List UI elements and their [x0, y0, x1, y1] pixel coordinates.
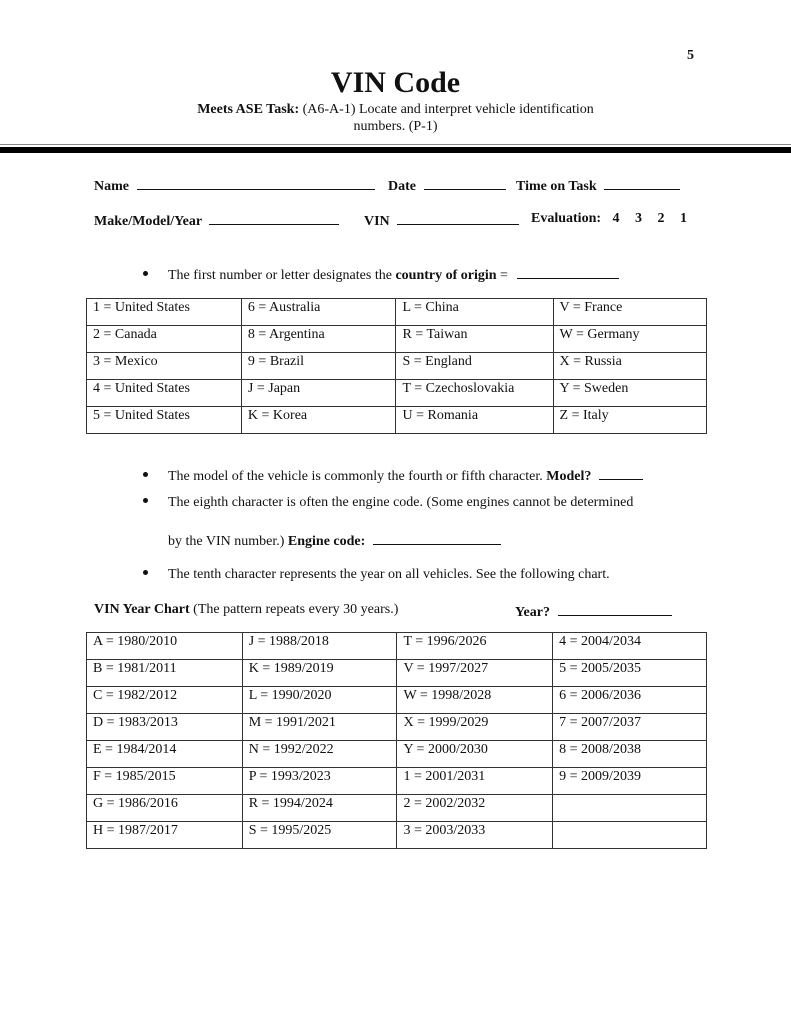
bullet-icon	[143, 472, 148, 477]
page-number: 5	[687, 48, 694, 63]
table-cell: R = Taiwan	[396, 326, 553, 353]
table-cell: C = 1982/2012	[87, 687, 243, 714]
vin-year-table	[86, 632, 707, 849]
table-cell: K = 1989/2019	[242, 660, 397, 687]
table-cell: 2 = 2002/2032	[397, 795, 553, 822]
table-cell: K = Korea	[241, 407, 396, 434]
table-cell: R = 1994/2024	[242, 795, 397, 822]
table-row	[87, 795, 707, 822]
model-bullet	[143, 465, 643, 486]
time-on-task-field	[516, 175, 680, 196]
table-cell: E = 1984/2014	[87, 741, 243, 768]
evaluation-option-1[interactable]: 1	[680, 211, 688, 226]
model-input-line[interactable]	[599, 465, 643, 480]
evaluation-label: Evaluation:	[531, 211, 602, 226]
bullet-icon	[143, 570, 148, 575]
year-bullet	[143, 566, 610, 584]
table-cell: V = 1997/2027	[397, 660, 553, 687]
table-cell: J = Japan	[241, 380, 396, 407]
ase-task-text-1: (A6-A-1) Locate and interpret vehicle identification	[302, 102, 594, 117]
make-model-year-label: Make/Model/Year	[94, 214, 202, 229]
make-model-year-input-line[interactable]	[209, 210, 339, 225]
year-input-line[interactable]	[558, 601, 672, 616]
table-cell: H = 1987/2017	[87, 822, 243, 849]
page-title: VIN Code	[330, 66, 461, 99]
table-row	[87, 326, 707, 353]
table-cell: A = 1980/2010	[87, 633, 243, 660]
table-cell: P = 1993/2023	[242, 768, 397, 795]
table-cell: N = 1992/2022	[242, 741, 397, 768]
table-cell: 9 = 2009/2039	[553, 768, 707, 795]
country-bullet-suffix: =	[496, 268, 508, 283]
year-bullet-text: The tenth character represents the year on all vehicles. See the following chart.	[168, 567, 610, 582]
table-row	[87, 660, 707, 687]
table-row	[87, 407, 707, 434]
vin-year-chart-title: VIN Year Chart	[94, 602, 190, 617]
table-cell: Z = Italy	[553, 407, 706, 434]
evaluation-option-4[interactable]: 4	[612, 211, 620, 226]
table-row	[87, 768, 707, 795]
table-cell: L = China	[396, 299, 553, 326]
table-cell: D = 1983/2013	[87, 714, 243, 741]
table-row	[87, 687, 707, 714]
table-cell: 8 = 2008/2038	[553, 741, 707, 768]
table-cell: 6 = 2006/2036	[553, 687, 707, 714]
table-row	[87, 714, 707, 741]
time-on-task-label: Time on Task	[516, 179, 597, 194]
bullet-icon	[143, 271, 148, 276]
name-field	[94, 175, 375, 196]
country-bullet-bold: country of origin	[395, 268, 497, 283]
table-cell: 3 = 2003/2033	[397, 822, 553, 849]
date-input-line[interactable]	[424, 175, 506, 190]
table-cell: S = England	[396, 353, 553, 380]
year-label: Year?	[515, 605, 550, 620]
table-cell: J = 1988/2018	[242, 633, 397, 660]
table-cell: T = Czechoslovakia	[396, 380, 553, 407]
table-cell: W = 1998/2028	[397, 687, 553, 714]
table-cell: B = 1981/2011	[87, 660, 243, 687]
table-cell: 4 = United States	[87, 380, 242, 407]
engine-bullet	[143, 494, 633, 512]
table-cell: 6 = Australia	[241, 299, 396, 326]
table-row	[87, 380, 707, 407]
country-bullet-text: The first number or letter designates the	[168, 268, 396, 283]
engine-bullet-text-1: The eighth character is often the engine code. (Some engines cannot be determined	[168, 495, 634, 510]
table-cell: U = Romania	[396, 407, 553, 434]
engine-code-input-line[interactable]	[373, 530, 501, 545]
header-divider-thin	[0, 144, 791, 145]
table-cell: G = 1986/2016	[87, 795, 243, 822]
country-of-origin-bullet	[143, 264, 619, 285]
vin-label: VIN	[364, 214, 390, 229]
table-cell: Y = Sweden	[553, 380, 706, 407]
table-cell	[553, 822, 707, 849]
evaluation-field	[531, 210, 687, 228]
table-cell	[553, 795, 707, 822]
table-cell: 1 = 2001/2031	[397, 768, 553, 795]
evaluation-option-2[interactable]: 2	[657, 211, 665, 226]
table-cell: 3 = Mexico	[87, 353, 242, 380]
table-row	[87, 353, 707, 380]
table-cell: 8 = Argentina	[241, 326, 396, 353]
engine-bullet-text-2: by the VIN number.)	[168, 534, 288, 549]
table-cell: V = France	[553, 299, 706, 326]
table-cell: Y = 2000/2030	[397, 741, 553, 768]
engine-bullet-continued	[168, 530, 501, 551]
vin-year-chart-note: (The pattern repeats every 30 years.)	[189, 602, 399, 617]
make-model-year-field	[94, 210, 339, 231]
table-cell: 1 = United States	[87, 299, 242, 326]
ase-task-label: Meets ASE Task:	[197, 102, 300, 117]
table-cell: L = 1990/2020	[242, 687, 397, 714]
name-label: Name	[94, 179, 129, 194]
vin-field	[364, 210, 519, 231]
model-label: Model?	[546, 469, 592, 484]
country-code-table	[86, 298, 707, 434]
table-cell: 9 = Brazil	[241, 353, 396, 380]
table-cell: X = Russia	[553, 353, 706, 380]
vin-input-line[interactable]	[397, 210, 519, 225]
table-cell: T = 1996/2026	[397, 633, 553, 660]
time-on-task-input-line[interactable]	[604, 175, 680, 190]
evaluation-option-3[interactable]: 3	[635, 211, 643, 226]
table-cell: X = 1999/2029	[397, 714, 553, 741]
ase-task-description	[0, 101, 791, 135]
table-cell: F = 1985/2015	[87, 768, 243, 795]
header-divider	[0, 147, 791, 153]
ase-task-text-2: numbers. (P-1)	[353, 119, 438, 134]
bullet-icon	[143, 498, 148, 503]
table-cell: W = Germany	[553, 326, 706, 353]
country-of-origin-input-line[interactable]	[517, 264, 619, 279]
table-cell: 2 = Canada	[87, 326, 242, 353]
year-field	[515, 601, 672, 622]
date-label: Date	[388, 179, 416, 194]
table-cell: S = 1995/2025	[242, 822, 397, 849]
name-input-line[interactable]	[137, 175, 375, 190]
vin-year-chart-heading	[94, 601, 398, 619]
table-row	[87, 741, 707, 768]
table-cell: 5 = 2005/2035	[553, 660, 707, 687]
model-bullet-text: The model of the vehicle is commonly the fourth or fifth character.	[168, 469, 547, 484]
date-field	[388, 175, 506, 196]
table-row	[87, 299, 707, 326]
table-cell: M = 1991/2021	[242, 714, 397, 741]
engine-code-label: Engine code:	[287, 534, 366, 549]
table-row	[87, 633, 707, 660]
table-cell: 4 = 2004/2034	[553, 633, 707, 660]
table-cell: 5 = United States	[87, 407, 242, 434]
table-row	[87, 822, 707, 849]
table-cell: 7 = 2007/2037	[553, 714, 707, 741]
